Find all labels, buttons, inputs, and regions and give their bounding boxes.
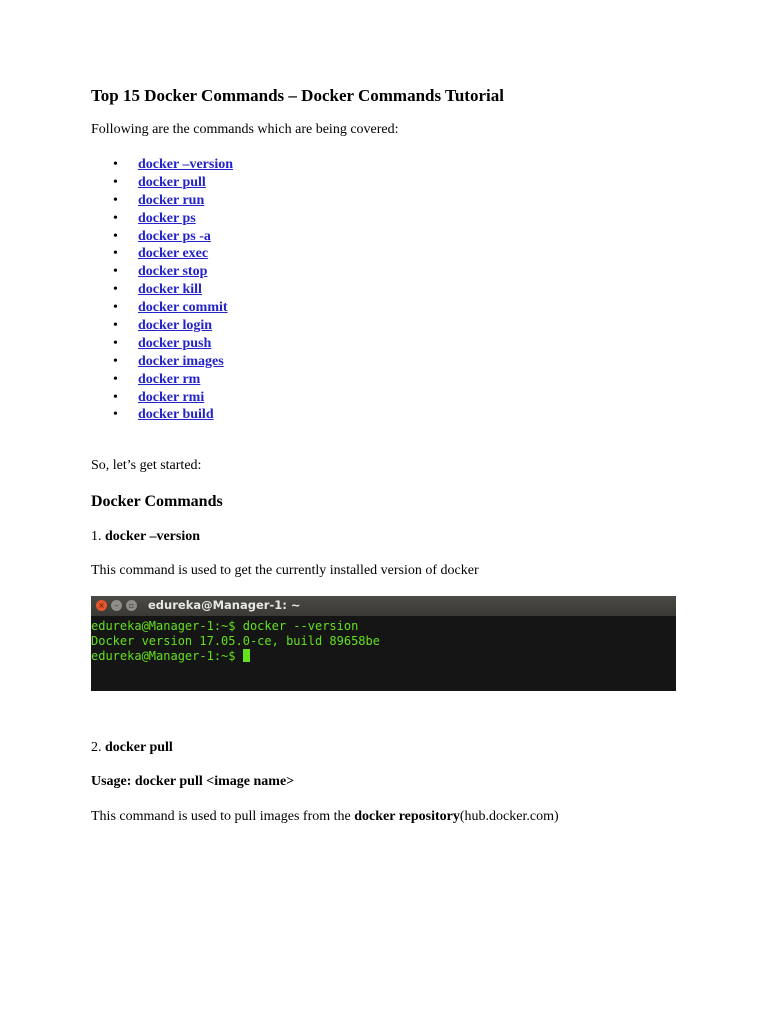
minimize-icon: – (111, 600, 122, 611)
bullet-icon: • (113, 157, 118, 172)
bullet-icon: • (113, 228, 118, 244)
list-item (91, 281, 233, 299)
bullet-icon: • (113, 192, 118, 208)
command-link-pull[interactable]: docker pull (138, 174, 206, 190)
bullet-icon: • (113, 318, 118, 334)
step-number: 2. (91, 740, 102, 755)
command-link-rm[interactable]: docker rm (138, 371, 201, 387)
terminal-line: Docker version 17.05.0-ce, build 89658be (91, 634, 380, 648)
close-icon: × (96, 600, 107, 611)
bullet-icon: • (113, 300, 118, 316)
started-text: So, let’s get started: (91, 458, 202, 473)
step-1-description: This command is used to get the currently installed version of docker (91, 563, 479, 578)
command-link-images[interactable]: docker images (138, 353, 224, 369)
command-link-kill[interactable]: docker kill (138, 282, 202, 298)
maximize-icon: ▫ (126, 600, 137, 611)
command-link-commit[interactable]: docker commit (138, 300, 228, 316)
step-number: 1. (91, 529, 102, 544)
step-1-heading (91, 529, 200, 545)
bullet-icon: • (113, 264, 118, 280)
list-item (91, 317, 233, 335)
command-link-ps[interactable]: docker ps (138, 210, 196, 226)
bullet-icon: • (113, 210, 118, 226)
bullet-icon: • (113, 407, 118, 423)
bullet-icon: • (113, 371, 118, 387)
list-item (91, 192, 233, 210)
intro-text: Following are the commands which are being covered: (91, 122, 399, 137)
command-link-build[interactable]: docker build (138, 407, 214, 423)
description-bold: docker repository (354, 809, 460, 824)
list-item (91, 174, 233, 192)
step-command-name: docker pull (105, 740, 173, 755)
list-item (91, 353, 233, 371)
command-link-run[interactable]: docker run (138, 192, 205, 208)
list-item (91, 299, 233, 317)
step-2-description (91, 809, 559, 825)
section-heading: Docker Commands (91, 493, 223, 510)
command-link-exec[interactable]: docker exec (138, 246, 209, 262)
bullet-icon: • (113, 335, 118, 351)
list-item (91, 210, 233, 228)
bullet-icon: • (113, 246, 118, 262)
list-item (91, 389, 233, 407)
command-link-ps-a[interactable]: docker ps -a (138, 228, 211, 244)
terminal-line: edureka@Manager-1:~$ docker --version (91, 619, 359, 633)
terminal-output (91, 616, 676, 664)
list-item (91, 263, 233, 281)
command-link-version[interactable]: docker –version (138, 157, 234, 172)
bullet-icon: • (113, 282, 118, 298)
command-link-stop[interactable]: docker stop (138, 264, 208, 280)
page-title: Top 15 Docker Commands – Docker Commands Tutorial (91, 86, 504, 105)
list-item (91, 156, 233, 174)
terminal-title: edureka@Manager-1: ~ (148, 598, 301, 612)
list-item (91, 371, 233, 389)
description-suffix: (hub.docker.com) (459, 809, 559, 824)
terminal-titlebar (91, 596, 676, 616)
list-item (91, 335, 233, 353)
bullet-icon: • (113, 174, 118, 190)
command-list (91, 156, 233, 424)
list-item (91, 228, 233, 246)
description-prefix: This command is used to pull images from the (91, 809, 355, 824)
terminal-line: edureka@Manager-1:~$ (91, 649, 243, 663)
bullet-icon: • (113, 353, 118, 369)
command-link-rmi[interactable]: docker rmi (138, 389, 205, 405)
list-item (91, 406, 233, 424)
step-2-heading (91, 740, 173, 756)
cursor-icon (243, 649, 250, 662)
step-command-name: docker –version (105, 529, 201, 544)
command-link-login[interactable]: docker login (138, 318, 213, 334)
terminal-screenshot (91, 596, 676, 691)
list-item (91, 245, 233, 263)
terminal-prompt-line (91, 649, 676, 664)
command-link-push[interactable]: docker push (138, 335, 212, 351)
step-2-usage: Usage: docker pull <image name> (91, 774, 295, 789)
bullet-icon: • (113, 389, 118, 405)
